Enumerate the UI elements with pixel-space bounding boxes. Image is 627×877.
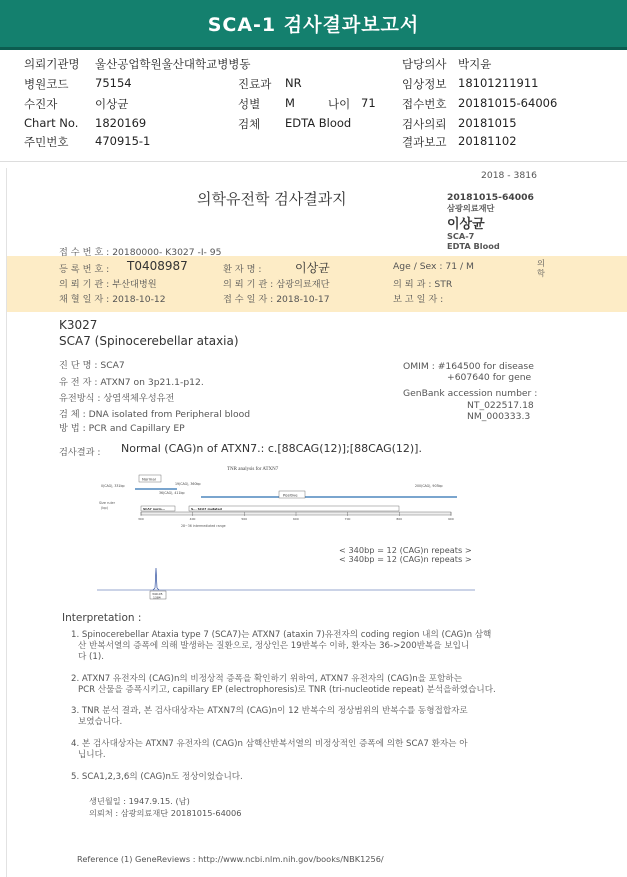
chart: 1820169 xyxy=(95,116,147,130)
report-label: 결과보고 xyxy=(402,135,447,149)
positive-box-label: Positive xyxy=(283,492,298,498)
institution: 울산공업학원울산대학교병병동 xyxy=(95,57,251,71)
doc-title: 의학유전학 검사결과지 xyxy=(197,190,347,208)
sex-label: 성별 xyxy=(238,97,261,111)
test-code: K3027 xyxy=(59,318,98,332)
trace-peak xyxy=(153,568,159,590)
request-label: 검사의뢰 xyxy=(402,117,447,131)
reg-number: T0408987 xyxy=(127,259,188,273)
chart-label: Chart No. xyxy=(24,116,79,130)
scanned-report xyxy=(6,168,627,877)
age-label: 나이 xyxy=(328,97,351,111)
sex: M xyxy=(285,96,295,110)
normal-box-label: Normal xyxy=(142,476,156,482)
header-divider xyxy=(0,161,627,162)
requesting-lab: 의 뢰 기 관 : 삼광의료재단 xyxy=(223,279,330,290)
doctor: 박지윤 xyxy=(458,57,492,71)
interp-2 xyxy=(71,674,496,696)
omim-disease: OMIM : #164500 for disease xyxy=(403,361,534,372)
inheritance: 유전방식 : 상염색체우성유전 xyxy=(59,393,175,404)
size-ruler-label: Size ruler xyxy=(99,501,116,505)
requesting-dept: 의 뢰 과 : STR xyxy=(393,279,453,290)
peak-label-size: 340.05 xyxy=(152,592,163,596)
ruler-tick-label: 300 xyxy=(138,517,144,521)
label-19cag: 19(CAG), 360bp xyxy=(175,482,201,486)
department: NR xyxy=(285,76,302,90)
tnr-title: TNR analysis for ATXN7 xyxy=(227,467,279,472)
side-mark: 의학 xyxy=(537,258,545,278)
stamp-specimen: EDTA Blood xyxy=(447,241,500,251)
report-date: 보 고 일 자 : xyxy=(393,294,444,305)
interp-3 xyxy=(71,706,468,728)
stamp-id: 20181015-64006 xyxy=(447,192,534,203)
receipt: 20181015-64006 xyxy=(458,96,558,110)
ruler-tick-label: 700 xyxy=(344,517,351,521)
interpretation-title: Interpretation : xyxy=(62,612,142,624)
doctor-label: 담당의사 xyxy=(402,57,447,71)
rrn: 470915-1 xyxy=(95,134,151,148)
stamp-test: SCA-7 xyxy=(447,231,475,241)
peak-label-height: 1384 xyxy=(153,595,161,600)
stamp-org: 삼광의료재단 xyxy=(447,203,495,213)
bp-label: (bp) xyxy=(101,506,108,510)
result-label: 검사결과 : xyxy=(59,447,101,458)
omim-gene: +607640 for gene xyxy=(447,372,532,383)
label-200cag: 200(CAG), 903bp xyxy=(415,484,443,488)
specimen-detail: 검 체 : DNA isolated from Peripheral blood xyxy=(59,409,251,420)
interp-3b: 보였습니다. xyxy=(78,717,123,727)
report: 20181102 xyxy=(458,134,517,148)
genbank-nt: NT_022517.18 xyxy=(467,400,534,411)
repeat-line-2: < 340bp = 12 (CAG)n repeats > xyxy=(339,554,472,564)
interp-1c: 다 (1). xyxy=(78,652,104,662)
department-label: 진료과 xyxy=(238,77,272,91)
hospital-code-label: 병원코드 xyxy=(24,77,69,91)
segment-normal-label: SCA7 norm... xyxy=(143,507,166,511)
label-36cag: 36(CAG), 411bp xyxy=(159,491,185,495)
ruler-tick-label: 500 xyxy=(241,517,248,521)
requesting-org: 의 뢰 기 관 : 부산대병원 xyxy=(59,279,157,290)
test-name: SCA7 (Spinocerebellar ataxia) xyxy=(59,334,239,348)
report-title: SCA-1 검사결과보고서 xyxy=(0,0,627,47)
stamp-name: 이상균 xyxy=(447,217,485,232)
referral-org: 의뢰처 : 삼광의료재단 20181015-64006 xyxy=(89,808,242,818)
ruler-tick-label: 600 xyxy=(293,517,299,521)
interp-4a: 4. 본 검사대상자는 ATXN7 유전자의 (CAG)n 삼핵산반복서열의 비정상적인 증폭에 의한 SCA7 환자는 아 xyxy=(71,739,468,749)
method: 방 법 : PCR and Capillary EP xyxy=(59,423,185,434)
specimen: EDTA Blood xyxy=(285,116,352,130)
interp-4 xyxy=(71,739,468,761)
ruler-tick-label: 900 xyxy=(448,517,454,521)
age-sex: Age / Sex : 71 / M xyxy=(393,261,474,272)
reference: Reference (1) GeneReviews : http://www.ncbi.nlm.nih.gov/books/NBK1256/ xyxy=(77,854,384,864)
patient-name: 이상균 xyxy=(295,261,330,275)
gene: 유 전 자 : ATXN7 on 3p21.1-p12. xyxy=(59,377,204,388)
ruler-tick-label: 400 xyxy=(189,517,196,521)
interp-2b: PCR 산물을 증폭시키고, capillary EP (electrophoresis)로 TNR (tri-nucleotide repeat) 분석을하였습니다. xyxy=(78,685,496,695)
patient-name-label: 환 자 명 : xyxy=(223,264,262,275)
result-value: Normal (CAG)n of ATXN7.: c.[88CAG(12)];[88CAG(12)]. xyxy=(121,442,422,455)
clinical-label: 임상정보 xyxy=(402,77,447,91)
rrn-label: 주민번호 xyxy=(24,135,69,149)
label-0cag: 0(CAG), 331bp xyxy=(101,484,125,488)
repeat-line-1: < 340bp = 12 (CAG)n repeats > xyxy=(339,545,472,555)
intermediate-range: 28~36 intermediated range xyxy=(181,524,226,528)
interp-5a: 5. SCA1,2,3,6의 (CAG)n도 정상이었습니다. xyxy=(71,772,243,782)
accession-number: 접 수 번 호 : 20180000- K3027 -I- 95 xyxy=(59,247,222,258)
interp-2a: 2. ATXN7 유전자의 (CAG)n의 비정상적 증폭을 확인하기 위하여, ATXN7 유전자의 (CAG)n을 포함하는 xyxy=(71,674,462,684)
patient-label: 수진자 xyxy=(24,97,58,111)
interp-3a: 3. TNR 분석 결과, 본 검사대상자는 ATXN7의 (CAG)n이 12 반복수의 정상범위의 반복수를 동형접합자로 xyxy=(71,706,468,716)
interp-1b: 산 반복서열의 증폭에 의해 발생하는 질환으로, 정상인은 19반복수 이하, 환자는 36->200반복을 보입니 xyxy=(78,641,470,651)
electropherogram xyxy=(97,564,477,600)
receipt-label: 접수번호 xyxy=(402,97,447,111)
title-underline xyxy=(0,47,627,50)
interp-1 xyxy=(71,630,491,663)
interp-5 xyxy=(71,772,243,783)
collection-date: 채 혈 일 자 : 2018-10-12 xyxy=(59,294,166,305)
hospital-code: 75154 xyxy=(95,76,132,90)
received-date: 접 수 일 자 : 2018-10-17 xyxy=(223,294,330,305)
specimen-label: 검체 xyxy=(238,117,261,131)
age: 71 xyxy=(361,96,376,110)
genbank-nm: NM_000333.3 xyxy=(467,411,531,422)
interp-1a: 1. Spinocerebellar Ataxia type 7 (SCA7)는 ATXN7 (ataxin 7)유전자의 coding region 내의 (CAG)n 삼핵 xyxy=(71,630,492,640)
clinical: 18101211911 xyxy=(458,76,539,90)
date-of-birth: 생년월일 : 1947.9.15. (남) xyxy=(89,796,190,806)
diagnosis: 진 단 명 : SCA7 xyxy=(59,360,125,371)
corner-number: 2018 - 3816 xyxy=(481,170,537,181)
patient: 이상균 xyxy=(95,97,129,111)
genbank-label: GenBank accession number : xyxy=(403,388,538,399)
interp-4b: 닙니다. xyxy=(78,750,106,760)
ruler-tick-label: 800 xyxy=(396,517,403,521)
tnr-diagram xyxy=(97,464,457,548)
institution-label: 의뢰기관명 xyxy=(24,57,80,71)
segment-mutated-label: S... SCA7 mutated xyxy=(191,507,222,511)
request: 20181015 xyxy=(458,116,517,130)
reg-label: 등 록 번 호 : xyxy=(59,264,110,275)
